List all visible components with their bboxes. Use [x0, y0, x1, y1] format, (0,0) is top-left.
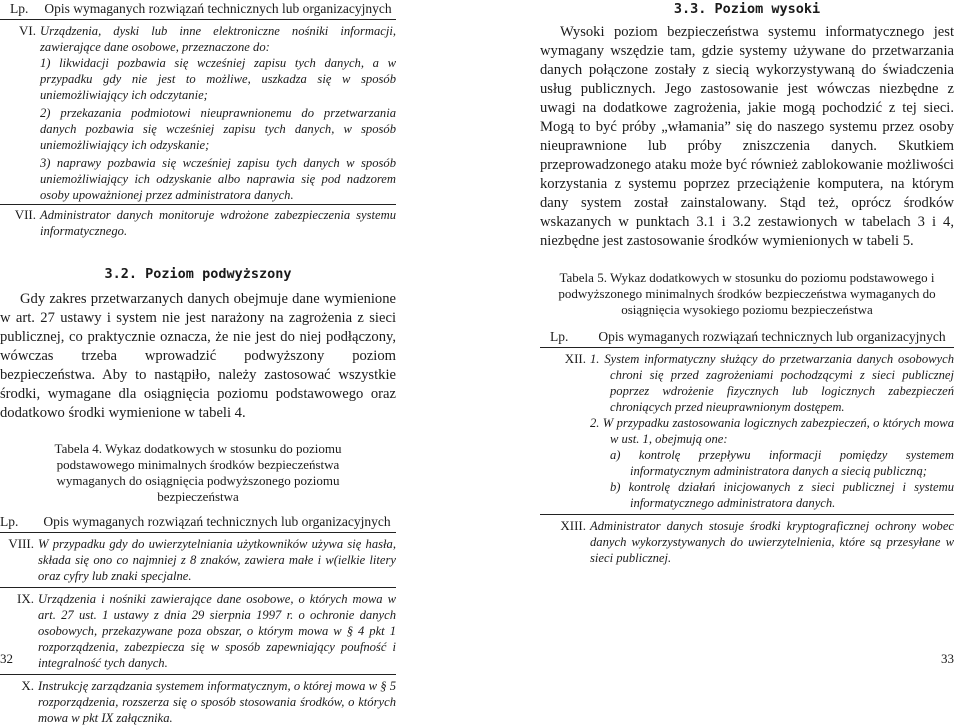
row-text: Urządzenia i nośniki zawierające dane osobowe, o których mowa w art. 27 ust. 1 ustawy z dnia 29 sierpnia 1997 r. o ochronie danych osobowych, przekazywane poza obszar, o którym mowa w § 4 pkt 1 rozporządzenia, zabezpiecza się w sposób zapewniający poufność i integralność tych danych. — [38, 588, 396, 675]
table-row — [540, 348, 954, 515]
table-header — [540, 328, 954, 348]
row-number: VIII. — [0, 533, 38, 588]
section-title: 3.3. Poziom wysoki — [540, 1, 954, 17]
row-item: 1) likwidacji pozbawia się wcześniej zapisu tych danych, a w przypadku gdy nie jest to możliwe, uszkadza się w sposób uniemożliwiający ich odczytanie; — [40, 55, 396, 103]
row-intro: Urządzenia, dyski lub inne elektroniczne nośniki informacji, zawierające dane osobowe, przeznaczone do: — [40, 23, 396, 55]
row-item: 3) naprawy pozbawia się wcześniej zapisu tych danych w sposób uniemożliwiający ich odzyskanie albo naprawia się pod nadzorem osoby upoważnionej przez administratora danych. — [40, 155, 396, 203]
section-body — [0, 290, 396, 423]
row-text: W przypadku gdy do uwierzytelniania użytkowników używa się hasła, składa się ono co najmniej z 8 znaków, zawiera małe i w(ielkie litery oraz cyfry lub znaki specjalne. — [38, 533, 396, 588]
row-item: 2) przekazania podmiotowi nieuprawnionemu do przetwarzania danych pozbawia się wcześniej zapisu tych danych, w sposób uniemożliwiający ich odzyskanie; — [40, 105, 396, 153]
row-number: XIII. — [540, 515, 590, 568]
table-row — [540, 515, 954, 568]
table-row — [0, 205, 396, 241]
row-subitem: a) kontrolę przepływu informacji pomiędzy systemem informatycznym administratora danych a siecią publiczną; — [590, 447, 954, 479]
page-number-right: 33 — [941, 651, 954, 667]
table-4-caption: Tabela 4. Wykaz dodatkowych w stosunku do poziomu podstawowego minimalnych środków bezpieczeństwa wymaganych do osiągnięcia podwyższonego poziomu bezpieczeństwa — [0, 441, 396, 505]
page-number-left: 32 — [0, 651, 13, 667]
row-text: Administrator danych monitoruje wdrożone zabezpieczenia systemu informatycznego. — [40, 205, 396, 241]
table-row — [0, 533, 396, 588]
header-lp: Lp. — [0, 0, 40, 20]
header-desc: Opis wymaganych rozwiązań technicznych lub organizacyjnych — [590, 328, 954, 348]
row-number: XII. — [540, 348, 590, 515]
row-number: VII. — [0, 205, 40, 241]
table-3-continued — [0, 0, 396, 240]
table-row — [0, 20, 396, 205]
row-number: VI. — [0, 20, 40, 205]
row-text — [40, 20, 396, 205]
table-5-caption: Tabela 5. Wykaz dodatkowych w stosunku do poziomu podstawowego i podwyższonego minimalnych środków bezpieczeństwa wymaganych do osiągnięcia wysokiego poziomu bezpieczeństwa — [540, 270, 954, 318]
header-lp: Lp. — [0, 513, 38, 533]
row-text: Instrukcję zarządzania systemem informatycznym, o której mowa w § 5 rozporządzenia, rozszerza się o sposób stosowania środków, o których mowa w pkt IX załącznika. — [38, 675, 396, 727]
right-page — [540, 0, 954, 567]
row-item: 1. System informatyczny służący do przetwarzania danych osobowych chroni się przed zagrożeniami pochodzącymi z sieci publicznej poprzez wdrożenie fizycznych lub logicznych zabezpieczeń chroniących przed nieuprawnionym dostępem. — [590, 351, 954, 415]
left-page — [0, 0, 396, 727]
row-item: 2. W przypadku zastosowania logicznych zabezpieczeń, o których mowa w ust. 1, obejmują one: — [590, 415, 954, 447]
header-desc: Opis wymaganych rozwiązań technicznych lub organizacyjnych — [38, 513, 396, 533]
row-text: Administrator danych stosuje środki kryptograficznej ochrony wobec danych wykorzystywanych do uwierzytelnienia, które są przesyłane w sieci publicznej. — [590, 515, 954, 568]
row-text — [590, 348, 954, 515]
table-header — [0, 513, 396, 533]
row-number: IX. — [0, 588, 38, 675]
table-row — [0, 588, 396, 675]
header-desc: Opis wymaganych rozwiązań technicznych lub organizacyjnych — [40, 0, 396, 20]
row-subitem: b) kontrolę działań inicjowanych z sieci publicznej i systemu informatycznego administratora danych. — [590, 479, 954, 511]
table-4 — [0, 513, 396, 727]
header-lp: Lp. — [540, 328, 590, 348]
table-5 — [540, 328, 954, 567]
row-number: X. — [0, 675, 38, 727]
paragraph: Gdy zakres przetwarzanych danych obejmuje dane wymienione w art. 27 ustawy i system nie jest narażony na zagrożenia z sieci publicznej, co praktycznie oznacza, że nie jest do niej podłączony, wówczas trzeba wprowadzić podwyższony poziom bezpieczeństwa. Aby to nastąpiło, należy zastosować wszystkie środki, wymagane dla osiągnięcia poziomu podstawowego oraz dodatkowo środki wymienione w tabeli 4. — [0, 290, 396, 423]
table-row — [0, 675, 396, 727]
paragraph: Wysoki poziom bezpieczeństwa systemu informatycznego jest wymagany wszędzie tam, gdzie systemy używane do przetwarzania danych połączone zostały z siecią wykorzystywaną do świadczenia usług publicznych. Jego zastosowanie jest wówczas niezbędne z uwagi na dodatkowe zagrożenia, jakie mogą pochodzić z tej sieci. Mogą to być próby „włamania” się do naszego systemu przez osoby nieuprawnione lub próby zniszczenia danych. Skutkiem przeprowadzonego ataku może być również zablokowanie możliwości korzystania z systemu poprzez przeciążenie komputera, na którym dany system został zainstalowany. Stąd też, oprócz środków wskazanych w punktach 3.1 i 3.2 zestawionych w tabelach 3 i 4, niezbędne jest zastosowanie środków wymienionych w tabeli 5. — [540, 23, 954, 251]
table-header — [0, 0, 396, 20]
section-title: 3.2. Poziom podwyższony — [0, 266, 396, 282]
section-body — [540, 23, 954, 251]
